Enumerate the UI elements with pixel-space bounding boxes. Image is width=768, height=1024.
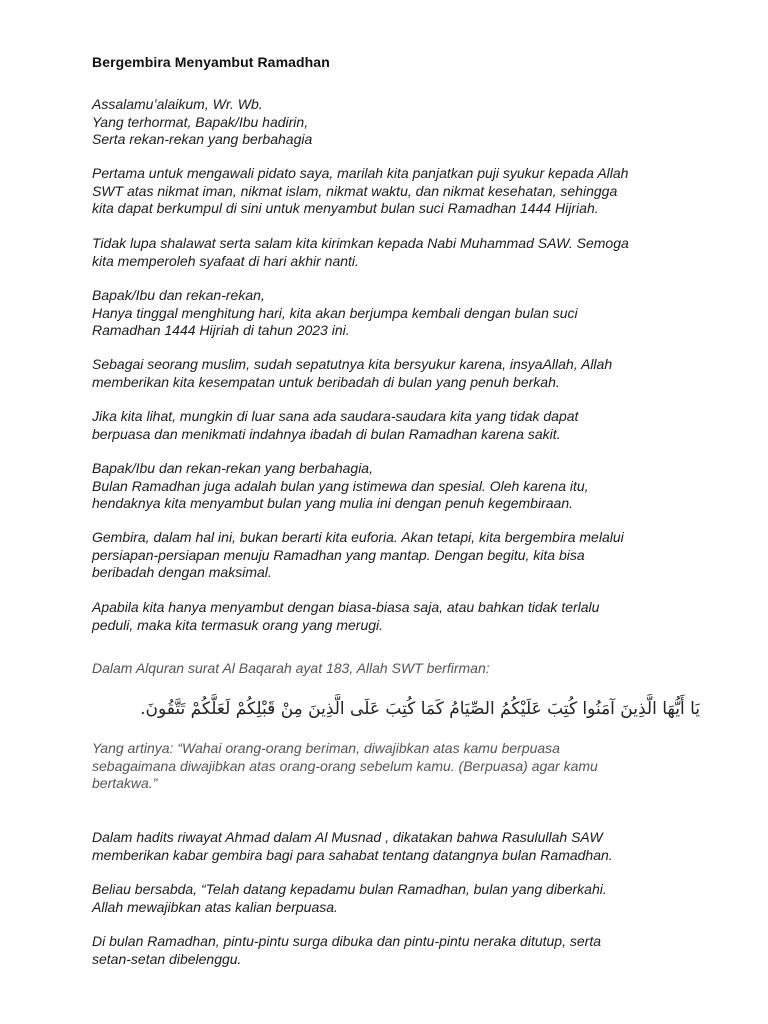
paragraph-line: Di bulan Ramadhan, pintu-pintu surga dibuka dan pintu-pintu neraka ditutup, serta bbox=[92, 933, 601, 949]
paragraph-line: hendaknya kita menyambut bulan yang mulia ini dengan penuh kegembiraan. bbox=[92, 495, 573, 511]
paragraph-line: setan-setan dibelenggu. bbox=[92, 950, 242, 967]
paragraph-line: memberikan kita kesempatan untuk beribadah di bulan yang penuh berkah. bbox=[92, 373, 560, 390]
body-paragraph bbox=[92, 933, 692, 968]
body-paragraph bbox=[92, 408, 692, 443]
paragraph-line: Pertama untuk mengawali pidato saya, marilah kita panjatkan puji syukur kepada Allah bbox=[92, 165, 629, 181]
paragraph-line: Dalam hadits riwayat Ahmad dalam Al Musnad , dikatakan bahwa Rasulullah SAW bbox=[92, 829, 603, 845]
verse-translation-paragraph bbox=[92, 740, 692, 793]
paragraph-line: Hanya tinggal menghitung hari, kita akan berjumpa kembali dengan bulan suci bbox=[92, 304, 578, 321]
arabic-verse: يَا أَيُّهَا الَّذِينَ آمَنُوا كُتِبَ عَلَيْكُمُ الصِّيَامُ كَمَا كُتِبَ عَلَى الَّذِينَ مِنْ قَبْلِكُمْ لَعَلَّكُمْ تَتَّقُونَ. bbox=[140, 699, 700, 719]
paragraph-line: Yang terhormat, Bapak/Ibu hadirin, bbox=[92, 113, 309, 130]
paragraph-line: Jika kita lihat, mungkin di luar sana ada saudara-saudara kita yang tidak dapat bbox=[92, 408, 579, 424]
body-paragraph bbox=[92, 165, 692, 218]
body-paragraph bbox=[92, 529, 692, 582]
paragraph-line: bertakwa.” bbox=[92, 775, 158, 791]
paragraph-line: Bapak/Ibu dan rekan-rekan, bbox=[92, 287, 265, 303]
document-title: Bergembira Menyambut Ramadhan bbox=[92, 54, 330, 70]
paragraph-line: Ramadhan 1444 Hijriah di tahun 2023 ini. bbox=[92, 322, 350, 338]
paragraph-line: Gembira, dalam hal ini, bukan berarti kita euforia. Akan tetapi, kita bergembira melalui bbox=[92, 529, 624, 545]
body-paragraph bbox=[92, 829, 692, 864]
paragraph-line: Tidak lupa shalawat serta salam kita kirimkan kepada Nabi Muhammad SAW. Semoga bbox=[92, 235, 629, 251]
paragraph-line: Serta rekan-rekan yang berbahagia bbox=[92, 131, 313, 147]
paragraph-line: Beliau bersabda, “Telah datang kepadamu bulan Ramadhan, bulan yang diberkahi. bbox=[92, 881, 607, 897]
paragraph-line: Apabila kita hanya menyambut dengan biasa-biasa saja, atau bahkan tidak terlalu bbox=[92, 599, 600, 615]
paragraph-line: Bapak/Ibu dan rekan-rekan yang berbahagia, bbox=[92, 460, 373, 476]
body-paragraph bbox=[92, 460, 692, 513]
paragraph-line: berpuasa dan menikmati indahnya ibadah di bulan Ramadhan karena sakit. bbox=[92, 425, 561, 442]
paragraph-line: peduli, maka kita termasuk orang yang merugi. bbox=[92, 616, 384, 633]
paragraph-line: Dalam Alquran surat Al Baqarah ayat 183, Allah SWT berfirman: bbox=[92, 660, 490, 676]
body-paragraph bbox=[92, 599, 692, 634]
body-paragraph bbox=[92, 881, 692, 916]
paragraph-line: beribadah dengan maksimal. bbox=[92, 564, 272, 580]
body-paragraph bbox=[92, 287, 692, 340]
body-paragraph bbox=[92, 235, 692, 270]
paragraph-line: kita dapat berkumpul di sini untuk menyambut bulan suci Ramadhan 1444 Hijriah. bbox=[92, 200, 599, 216]
body-paragraph bbox=[92, 356, 692, 391]
paragraph-line: Allah mewajibkan atas kalian berpuasa. bbox=[92, 898, 338, 915]
paragraph-line: persiapan-persiapan menuju Ramadhan yang mantap. Dengan begitu, kita bisa bbox=[92, 546, 585, 563]
paragraph-line: Bulan Ramadhan juga adalah bulan yang istimewa dan spesial. Oleh karena itu, bbox=[92, 477, 589, 494]
paragraph-line: kita memperoleh syafaat di hari akhir nanti. bbox=[92, 252, 359, 269]
quran-intro-paragraph bbox=[92, 660, 692, 678]
paragraph-line: sebagaimana diwajibkan atas orang-orang sebelum kamu. (Berpuasa) agar kamu bbox=[92, 757, 598, 774]
paragraph-line: SWT atas nikmat iman, nikmat islam, nikmat waktu, dan nikmat kesehatan, sehingga bbox=[92, 182, 618, 199]
greeting-paragraph bbox=[92, 96, 692, 149]
paragraph-line: Assalamu’alaikum, Wr. Wb. bbox=[92, 96, 263, 112]
paragraph-line: Yang artinya: “Wahai orang-orang beriman, diwajibkan atas kamu berpuasa bbox=[92, 740, 560, 756]
paragraph-line: memberikan kabar gembira bagi para sahabat tentang datangnya bulan Ramadhan. bbox=[92, 846, 613, 863]
paragraph-line: Sebagai seorang muslim, sudah sepatutnya kita bersyukur karena, insyaAllah, Allah bbox=[92, 356, 613, 372]
